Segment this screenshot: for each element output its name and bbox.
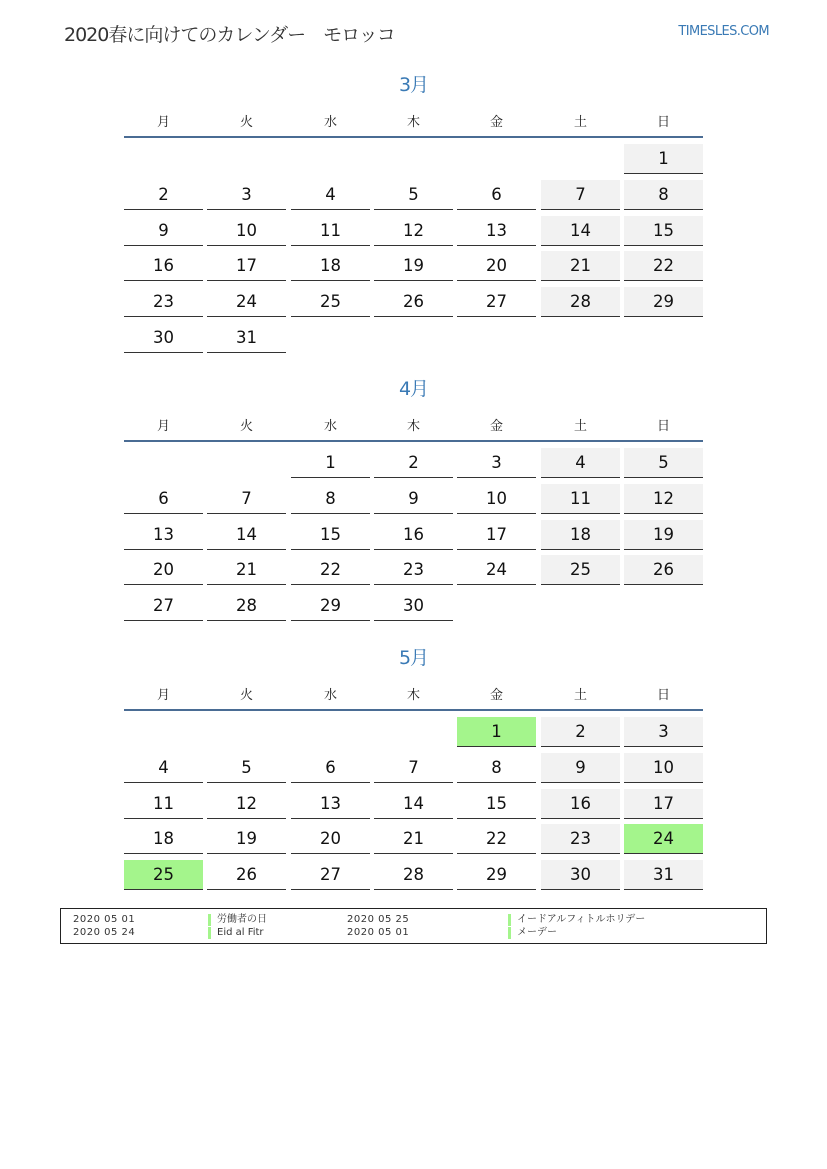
weekday-label: 木 — [406, 115, 420, 130]
weekday-label: 水 — [323, 419, 337, 434]
weekday-label: 木 — [406, 419, 420, 434]
day-cell: 19 — [207, 824, 286, 854]
day-cell: 30 — [541, 860, 620, 890]
weekday-label: 木 — [406, 688, 420, 703]
weekday-label: 土 — [573, 115, 587, 130]
weekday-header — [124, 111, 703, 137]
day-cell: 23 — [374, 555, 453, 585]
weekday-label: 水 — [323, 115, 337, 130]
weekday-label: 火 — [239, 115, 253, 130]
day-cell: 26 — [207, 860, 286, 890]
day-cell: 3 — [457, 448, 536, 478]
day-cell: 18 — [291, 251, 370, 281]
day-cell: 20 — [291, 824, 370, 854]
day-cell: 29 — [624, 287, 703, 317]
weekday-label: 水 — [323, 688, 337, 703]
day-cell: 15 — [457, 789, 536, 819]
day-cell: 18 — [541, 520, 620, 550]
day-cell: 4 — [291, 180, 370, 210]
day-cell: 24 — [457, 555, 536, 585]
day-cell: 27 — [124, 591, 203, 621]
day-cell: 6 — [124, 484, 203, 514]
weekday-label: 火 — [239, 419, 253, 434]
day-cell: 7 — [374, 753, 453, 783]
legend-date: 2020 05 24 — [73, 927, 136, 938]
day-cell: 4 — [541, 448, 620, 478]
day-cell: 4 — [124, 753, 203, 783]
day-cell: 28 — [541, 287, 620, 317]
legend-holiday-name: イードアルフィトルホリデー — [508, 914, 645, 926]
day-cell: 26 — [374, 287, 453, 317]
weekday-label: 金 — [489, 115, 503, 130]
day-cell: 21 — [374, 824, 453, 854]
day-cell: 10 — [624, 753, 703, 783]
legend-holiday-name: Eid al Fitr — [208, 927, 264, 939]
weekday-label: 土 — [573, 688, 587, 703]
header-rule — [124, 709, 703, 711]
day-cell: 31 — [207, 323, 286, 353]
weekday-label: 日 — [656, 115, 670, 130]
day-cell: 2 — [374, 448, 453, 478]
day-cell: 16 — [541, 789, 620, 819]
day-cell: 9 — [374, 484, 453, 514]
day-cell: 12 — [374, 216, 453, 246]
day-cell: 1 — [624, 144, 703, 174]
day-cell: 22 — [291, 555, 370, 585]
day-cell: 29 — [291, 591, 370, 621]
day-cell: 26 — [624, 555, 703, 585]
day-cell: 8 — [457, 753, 536, 783]
day-cell: 16 — [374, 520, 453, 550]
day-cell: 12 — [624, 484, 703, 514]
day-cell: 7 — [207, 484, 286, 514]
day-cell: 14 — [374, 789, 453, 819]
day-cell: 10 — [207, 216, 286, 246]
day-cell: 27 — [457, 287, 536, 317]
day-cell: 28 — [207, 591, 286, 621]
day-cell: 19 — [624, 520, 703, 550]
day-cell: 22 — [624, 251, 703, 281]
day-cell: 13 — [124, 520, 203, 550]
day-cell: 23 — [541, 824, 620, 854]
holiday-day-cell: 24 — [624, 824, 703, 854]
day-cell: 8 — [291, 484, 370, 514]
day-cell: 21 — [207, 555, 286, 585]
day-cell: 17 — [457, 520, 536, 550]
day-cell: 23 — [124, 287, 203, 317]
legend-holiday-name: 労働者の日 — [208, 914, 267, 926]
holiday-day-cell: 1 — [457, 717, 536, 747]
day-cell: 28 — [374, 860, 453, 890]
month-title: 3月 — [398, 74, 429, 96]
header-rule — [124, 136, 703, 138]
header-rule — [124, 440, 703, 442]
day-cell: 25 — [541, 555, 620, 585]
weekday-label: 土 — [573, 419, 587, 434]
weekday-label: 日 — [656, 688, 670, 703]
day-cell: 8 — [624, 180, 703, 210]
weekday-label: 火 — [239, 688, 253, 703]
day-cell: 29 — [457, 860, 536, 890]
legend-date: 2020 05 25 — [347, 914, 410, 925]
day-cell: 9 — [124, 216, 203, 246]
day-cell: 16 — [124, 251, 203, 281]
weekday-header — [124, 684, 703, 710]
day-cell: 14 — [207, 520, 286, 550]
day-cell: 14 — [541, 216, 620, 246]
weekday-label: 月 — [156, 419, 170, 434]
day-cell: 17 — [624, 789, 703, 819]
day-cell: 5 — [624, 448, 703, 478]
day-cell: 25 — [291, 287, 370, 317]
month-title: 4月 — [398, 378, 429, 400]
day-cell: 1 — [291, 448, 370, 478]
day-cell: 20 — [457, 251, 536, 281]
legend-holiday-name: メーデー — [508, 927, 557, 939]
weekday-label: 金 — [489, 419, 503, 434]
day-cell: 15 — [291, 520, 370, 550]
day-cell: 12 — [207, 789, 286, 819]
day-cell: 7 — [541, 180, 620, 210]
day-cell: 5 — [374, 180, 453, 210]
day-cell: 3 — [207, 180, 286, 210]
day-cell: 22 — [457, 824, 536, 854]
day-cell: 6 — [291, 753, 370, 783]
weekday-label: 金 — [489, 688, 503, 703]
legend-date: 2020 05 01 — [73, 914, 136, 925]
day-cell: 30 — [374, 591, 453, 621]
day-cell: 11 — [291, 216, 370, 246]
holiday-day-cell: 25 — [124, 860, 203, 890]
day-cell: 21 — [541, 251, 620, 281]
day-cell: 18 — [124, 824, 203, 854]
day-cell: 31 — [624, 860, 703, 890]
day-cell: 3 — [624, 717, 703, 747]
day-cell: 9 — [541, 753, 620, 783]
month-title: 5月 — [398, 647, 429, 669]
day-cell: 30 — [124, 323, 203, 353]
day-cell: 15 — [624, 216, 703, 246]
day-cell: 5 — [207, 753, 286, 783]
day-cell: 11 — [541, 484, 620, 514]
day-cell: 17 — [207, 251, 286, 281]
page-title: 2020春に向けてのカレンダー モロッコ — [64, 24, 395, 46]
day-cell: 20 — [124, 555, 203, 585]
day-cell: 19 — [374, 251, 453, 281]
legend-date: 2020 05 01 — [347, 927, 410, 938]
day-cell: 11 — [124, 789, 203, 819]
holiday-legend — [60, 908, 767, 944]
day-cell: 13 — [457, 216, 536, 246]
weekday-label: 月 — [156, 115, 170, 130]
weekday-label: 月 — [156, 688, 170, 703]
day-cell: 24 — [207, 287, 286, 317]
weekday-header — [124, 415, 703, 441]
day-cell: 6 — [457, 180, 536, 210]
day-cell: 2 — [124, 180, 203, 210]
day-cell: 13 — [291, 789, 370, 819]
day-cell: 10 — [457, 484, 536, 514]
day-cell: 27 — [291, 860, 370, 890]
weekday-label: 日 — [656, 419, 670, 434]
day-cell: 2 — [541, 717, 620, 747]
brand-link[interactable]: TIMESLES.COM — [678, 24, 769, 39]
